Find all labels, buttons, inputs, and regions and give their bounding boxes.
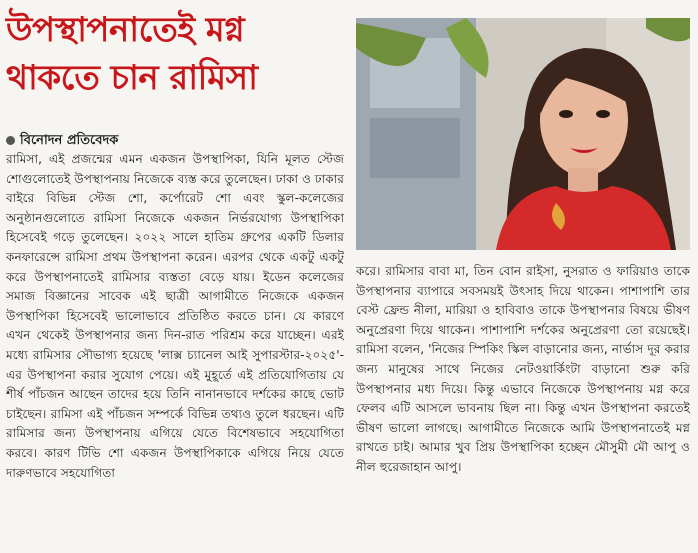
- byline: [6, 133, 346, 149]
- article-body-right-column: করে। রামিসার বাবা মা, তিন বোন রাইসা, নুসরাত ও ফারিয়াও তাকে উপস্থাপনার ব্যাপারে সবসময়ই উৎসাহ দিয়ে থাকেন। পাশাপাশি তার বেস্ট ফ্রেন্ড নীলা, মারিয়া ও হাবিবাও তাকে উপস্থাপনার বিষয়ে ভীষণ অনুপ্রেরণা দিয়ে থাকেন। পাশাপাশি দর্শকের অনুপ্রেরণা তো রয়েছেই। রামিসা বলেন, 'নিজের স্পিকিং স্কিল বাড়ানোর জন্য, নার্ভাস দূর করার জন্য মানুষের সাথে নিজের নেটওয়ার্কিংটা বাড়ানো শুরু করি উপস্থাপনার মধ্য দিয়ে। কিন্তু এভাবে নিজেকে উপস্থাপনায় মগ্ন করে ফেলব এটি আসলে ভাবনায় ছিল না। কিন্তু এখন উপস্থাপনা করতেই ভীষণ ভালো লাগছে। আগামীতে নিজেকে আমি উপস্থাপনাতেই মগ্ন রাখতে চাই। আমার খুব প্রিয় উপস্থাপিকা হচ্ছেন মৌসুমী মৌ আপু ও নীল হুরেজাহান আপু।: [356, 264, 690, 474]
- byline-text: বিনোদন প্রতিবেদক: [20, 133, 119, 148]
- headline-line-2: থাকতে চান রামিসা: [6, 58, 258, 98]
- headline-line-1: উপস্থাপনাতেই মগ্ন: [6, 10, 245, 50]
- portrait-photo-icon: [356, 18, 690, 250]
- portrait-photo: [356, 18, 690, 250]
- article-body-left-column: রামিসা, এই প্রজন্মের এমন একজন উপস্থাপিকা, যিনি মূলত স্টেজ শোগুলোতেই উপস্থাপনায় নিজেকে ব্যস্ত করে তুলেছেন। ঢাকা ও ঢাকার বাইরে বিভিন্ন স্টেজ শো, কর্পোরেট শো এবং স্কুল-কলেজের অনুষ্ঠানগুলোতে রামিসা নিজেকে একজন নির্ভরযোগ্য উপস্থাপিকা হিসেবেই গড়ে তুলেছেন। ২০২২ সালে হাতিম গ্রুপের একটি ডিলার কনফারেন্সে রামিসা প্রথম উপস্থাপনা করেন। এরপর থেকে একটু একটু করে উপস্থাপনাতেই রামিসার ব্যস্ততা বেড়ে যায়। ইডেন কলেজের সমাজ বিজ্ঞানের সাবেক এই ছাত্রী আগামীতে নিজেকে একজন উপস্থাপিকা হিসেবেই ভালোভাবে প্রতিষ্ঠিত করতে চান। যে কারণে এখন থেকেই উপস্থাপনার জন্য দিন-রাত পরিশ্রম করে যাচ্ছেন। এরই মধ্যে রামিসার সৌভাগ্য হয়েছে 'লাক্স চ্যানেল আই সুপারস্টার-২০২৫'-এর উপস্থাপনা করার সুযোগ পেয়ে। এই মুহূর্তে এই প্রতিযোগিতায় যে শীর্ষ পাঁচজন আছেন তাদের হয়ে তিনি নানানভাবে দর্শকের কাছে ভোট চাইছেন। রামিসা এই পাঁচজন সম্পর্কে বিভিন্ন তথ্যও তুলে ধরছেন। এটি রামিসার জন্য উপস্থাপনায় এগিয়ে যেতে বিশেষভাবে সহযোগিতা করবে। কারণ টিভি শো একজন উপস্থাপিকাকে এগিয়ে নিয়ে যেতে দারুণভাবে সহযোগিতা: [6, 152, 344, 480]
- bullet-icon: [6, 136, 15, 145]
- headline: [6, 6, 346, 102]
